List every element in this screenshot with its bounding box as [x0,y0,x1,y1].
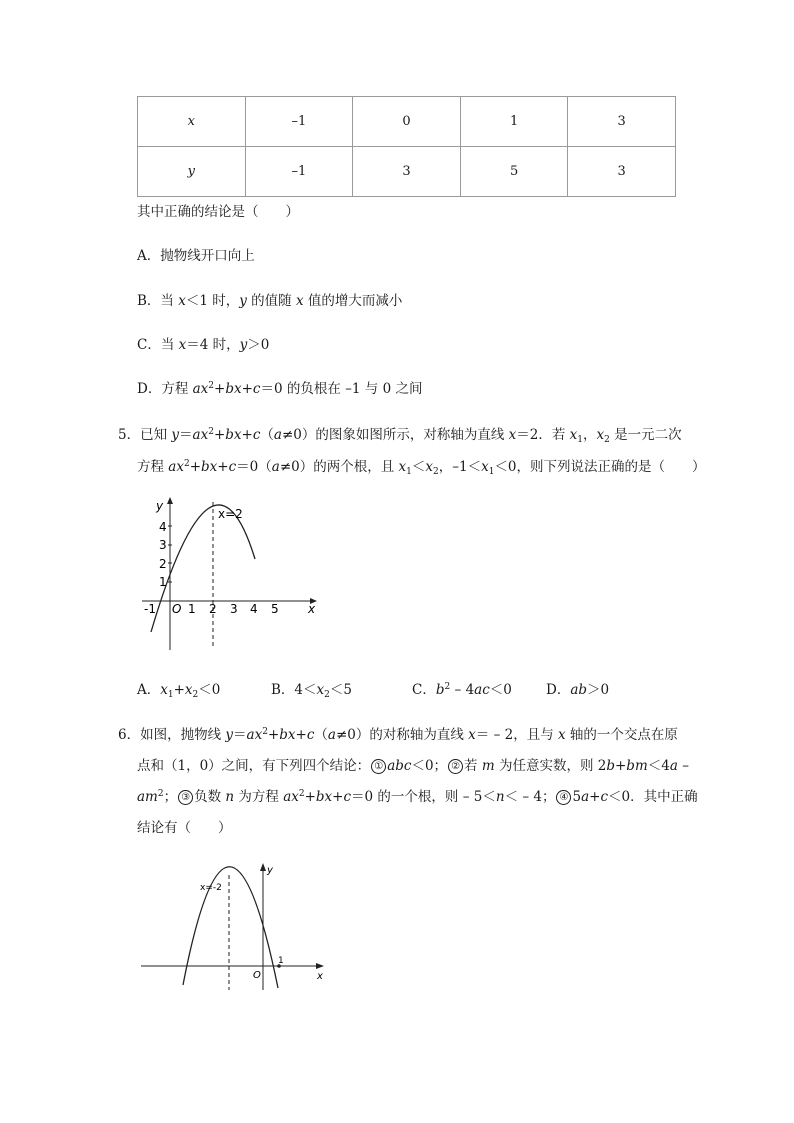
q4-prompt: 其中正确的结论是（ ） [137,204,299,220]
var-m: m [481,758,495,774]
option-text: 方程 [161,381,193,397]
formula: ax [283,789,299,805]
text: + [173,682,185,698]
var-y: y [239,293,247,309]
option-text: 值的增大而减小 [303,293,403,309]
table-header-y: y [138,147,246,197]
circled-number: ① [371,759,386,774]
y-axis-arrow [167,497,173,504]
subscript: 2 [324,690,330,700]
one-label: 1 [278,956,284,966]
option-letter: A． [137,248,161,264]
text: ＞0 [587,682,610,698]
exponent: 2 [298,789,305,799]
text: ＜0 [198,682,221,698]
text: ≠0）的图象如图所示，对称轴为直线 [281,427,509,443]
x-tick-label: 1 [188,602,196,616]
parabola-curve [183,867,278,988]
text: ＜0； [411,758,448,774]
q5-option-b [271,678,352,700]
x-axis-label: x [317,971,323,982]
formula: ax [168,459,184,475]
value-table [137,96,676,197]
text: （ [314,727,328,743]
text: 如图，抛物线 [140,727,226,743]
option-text: 抛物线开口向上 [160,248,255,264]
text: ≠0）的对称轴为直线 [335,727,469,743]
var-x: x [178,337,187,353]
var-b: b [435,682,445,698]
formula: ac [474,682,490,698]
var-c: c [600,789,609,805]
var-x: x [178,293,186,309]
x-tick-label: 3 [230,602,238,616]
y-tick-label: 3 [159,538,167,552]
q5-parabola-graph [130,490,330,660]
x-axis-label: x [308,602,316,616]
y-axis-label: y [156,499,164,513]
option-text: ＝4 时， [186,337,240,353]
x-tick-label: 2 [209,602,217,616]
var-y: y [171,427,180,443]
exponent: 2 [262,727,268,737]
formula: ab [570,682,588,698]
text: 4＜ [294,682,317,698]
table-cell: 5 [460,147,568,197]
table-cell: 3 [353,147,461,197]
option-letter: D． [137,381,162,397]
option-letter: C． [412,682,436,698]
var-x: x [569,427,578,443]
var-a: a [273,427,282,443]
y-tick-label: 4 [159,520,167,534]
text: 5 [572,789,582,805]
circled-number: ④ [556,790,571,805]
table-cell: 1 [460,97,568,147]
exponent: 2 [208,427,214,437]
text: ， [583,427,597,443]
text: ＜0，则下列说法正确的是（ ） [494,459,706,475]
exponent: 2 [208,381,215,391]
subscript: 1 [488,467,495,477]
var-y: y [239,337,248,353]
table-row-x [138,97,676,147]
exponent: 2 [444,682,451,692]
table-cell: –1 [245,147,353,197]
var-a: a [581,789,590,805]
exponent: 2 [157,789,164,799]
formula: am [137,789,158,805]
var-x: x [481,459,489,475]
text: ≠0）的两个根，且 [279,459,399,475]
table-header-x: x [138,97,246,147]
text: ＜ [411,459,426,475]
var-x: x [596,427,605,443]
x-tick-label: 4 [250,602,258,616]
q6-line-2 [137,754,689,774]
q5-option-c [412,678,512,698]
formula: ax [246,727,263,743]
text: – 4 [450,682,475,698]
formula: +bx+c [213,427,261,443]
text: 为任意实数，则 2 [494,758,607,774]
q4-option-c [137,333,269,353]
option-letter: D． [546,682,571,698]
q5-option-a [137,678,220,700]
exponent: 2 [183,459,190,469]
var-x: x [184,682,193,698]
option-letter: B． [137,293,161,309]
question-number: 6． [118,727,141,743]
q6-line-3 [137,785,698,805]
option-letter: C． [137,337,161,353]
option-letter: B． [271,682,295,698]
var-a: a [327,727,336,743]
subscript: 1 [577,435,584,445]
text: ，–1＜ [438,459,482,475]
option-text: ＝0 的负根在 –1 与 0 之间 [260,381,423,397]
question-number: 5． [118,427,141,443]
table-row-y [138,147,676,197]
var-x: x [316,682,325,698]
circled-number: ③ [178,790,193,805]
q4-option-a [137,244,255,264]
option-text: 当 [160,293,179,309]
y-axis-arrow [260,863,266,871]
subscript: 2 [192,690,199,700]
subscript: 1 [406,467,412,477]
origin-label: O [172,602,182,616]
origin-label: O [253,970,261,981]
option-text: ＞0 [247,337,270,353]
text: + [589,789,601,805]
formula: abc [387,758,412,774]
formula: bm [626,758,648,774]
var-x: x [468,727,476,743]
formula: +bx+c [214,381,261,397]
table-cell: –1 [245,97,353,147]
var-x: x [160,682,168,698]
var-x: x [295,293,304,309]
y-tick-label: 1 [159,575,167,589]
text: ＝ [233,727,247,743]
subscript: 2 [433,467,439,477]
q6-line-4: 结论有（ ） [137,820,232,836]
text: 负数 [194,789,226,805]
q6-line-1 [118,723,678,743]
q4-option-d [137,377,422,397]
text: 已知 [140,427,172,443]
text: ＝0（ [236,459,272,475]
x-axis-arrow [316,963,324,969]
formula: +bx+c [267,727,315,743]
text: 若 [464,758,482,774]
subscript: 2 [604,435,610,445]
var-b: b [606,758,615,774]
option-letter: A． [137,682,161,698]
text: 轴的一个交点在原 [565,727,678,743]
option-text: 的值随 [246,293,296,309]
var-a: a [669,758,678,774]
text: ＜0 [489,682,512,698]
symmetry-label: x=-2 [200,883,222,893]
subscript: 1 [167,690,174,700]
q6-parabola-graph [138,855,338,995]
text: ＜4 [647,758,670,774]
formula: +bx+c [304,789,352,805]
text: ＜0．其中正确 [608,789,698,805]
formula: +bx+c [189,459,237,475]
text: （ [260,427,274,443]
option-text: 当 [160,337,179,353]
var-x: x [398,459,407,475]
text: ＜5 [329,682,352,698]
q4-option-b [137,289,402,309]
table-cell: 3 [568,147,676,197]
symmetry-label: x=2 [218,507,243,521]
var-a: a [271,459,280,475]
var-x: x [508,427,517,443]
text: 点和（1，0）之间，有下列四个结论： [137,758,371,774]
text: – [677,758,689,774]
var-x: x [425,459,433,475]
q5-option-d [546,678,609,698]
formula: ax [192,427,209,443]
option-text: ＜1 时， [185,293,240,309]
var-y: y [225,727,234,743]
circled-number: ② [448,759,463,774]
text: 为方程 [234,789,284,805]
q5-line-1 [118,423,682,445]
text: ； [163,789,178,805]
x-tick-label: 5 [271,602,279,616]
text: ＝ [179,427,193,443]
formula: ax [192,381,209,397]
table-cell: 0 [353,97,461,147]
text: ＝ – 2，且与 [475,727,558,743]
y-axis-label: y [267,865,273,876]
text: + [614,758,627,774]
text: 方程 [137,459,169,475]
table-cell: 3 [568,97,676,147]
x-tick-label: -1 [144,602,156,616]
var-x: x [558,727,566,743]
text: ＝2．若 [516,427,570,443]
var-n: n [495,789,505,805]
text: 是一元二次 [609,427,682,443]
var-n: n [225,789,235,805]
y-tick-label: 2 [159,557,167,571]
text: ＝0 的一个根，则 – 5＜ [351,789,496,805]
q5-line-2 [137,455,706,477]
text: ＜ – 4； [504,789,556,805]
